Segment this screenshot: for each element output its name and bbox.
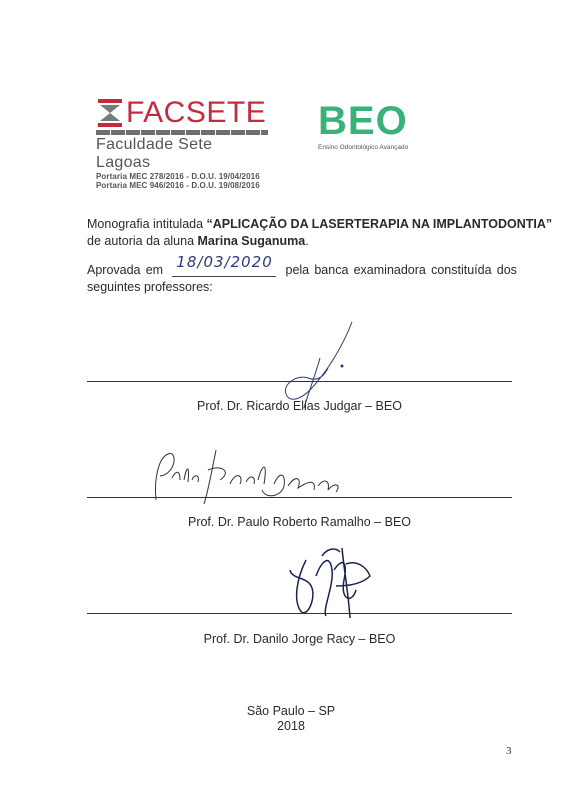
approved-em: em [145, 263, 164, 277]
word-pela: pela [285, 263, 310, 277]
facsete-logo [96, 98, 268, 190]
signature-line-2 [87, 497, 512, 498]
examiner-name-2: Prof. Dr. Paulo Roberto Ramalho – BEO [187, 515, 412, 529]
year: 2018 [277, 719, 305, 733]
facsete-subtitle: Faculdade Sete Lagoas [96, 136, 213, 171]
approved-label [87, 262, 141, 278]
facsete-wordmark: FACSETE [126, 96, 267, 129]
facsete-portaria-1: Portaria MEC 278/2016 - D.O.U. 19/04/2016 [96, 172, 260, 181]
beo-wordmark: BEO [318, 99, 408, 143]
student-name: Marina Suganuma [197, 234, 306, 248]
approval-date-handwritten: 18/03/2020 [176, 253, 273, 271]
approval-line [87, 253, 517, 278]
beo-tagline: Ensino Odontológico Avançado [318, 144, 409, 151]
monograph-title-line [87, 216, 552, 232]
signature-line-1 [87, 381, 512, 382]
facsete-portaria-2: Portaria MEC 946/2016 - D.O.U. 19/08/2016 [96, 181, 260, 190]
beo-logo [318, 100, 428, 151]
word-examinadora: examinadora [353, 263, 426, 277]
approval-date-field [172, 253, 276, 277]
monograph-title: “APLICAÇÃO DA LASERTERAPIA NA IMPLANTODONTIA” [206, 217, 553, 231]
author-line [87, 233, 309, 249]
city: São Paulo – SP [246, 704, 336, 718]
word-constituida: constituída [431, 263, 492, 277]
examiner-name-3: Prof. Dr. Danilo Jorge Racy – BEO [203, 632, 396, 646]
facsete-emblem-icon [96, 98, 124, 128]
signature-line-3 [87, 613, 512, 614]
professors-intro: seguintes professores: [87, 280, 213, 294]
monograph-prefix: Monografia intitulada [87, 217, 207, 231]
page-number: 3 [506, 745, 512, 757]
word-dos: dos [496, 263, 517, 277]
author-prefix: de autoria da aluna [87, 234, 198, 248]
approved-word: Aprovada [87, 263, 141, 277]
author-suffix: . [305, 234, 309, 248]
examiner-name-1: Prof. Dr. Ricardo Elias Judgar – BEO [197, 399, 402, 413]
word-banca: banca [314, 263, 349, 277]
signature-paulo [146, 440, 346, 510]
facsete-divider [96, 130, 268, 135]
